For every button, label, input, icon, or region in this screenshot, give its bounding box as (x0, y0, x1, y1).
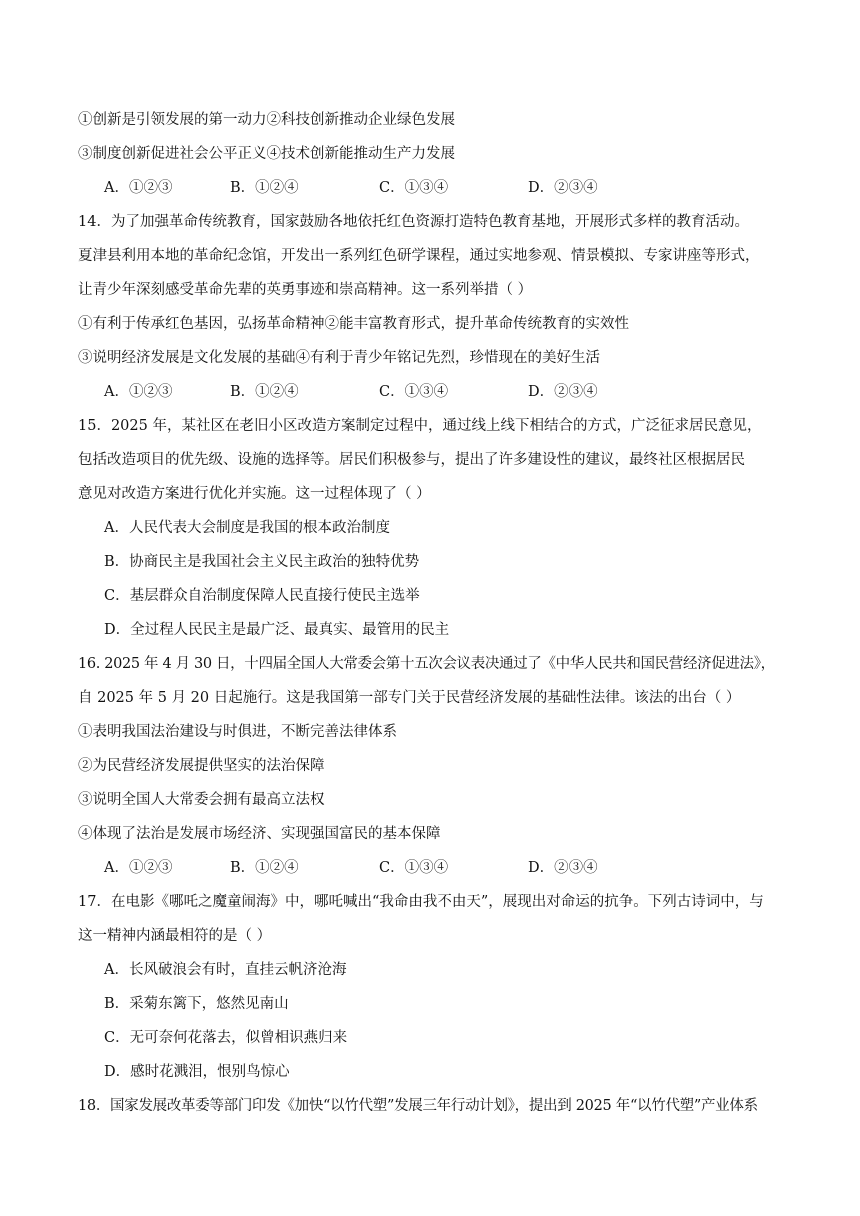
q14-statement-1: ①有利于传承红色基因，弘扬革命精神②能丰富教育形式，提升革命传统教育的实效性 (78, 316, 629, 332)
q15-option-c: C．基层群众自治制度保障人民直接行使民主选举 (104, 588, 420, 604)
q15-stem-line-1: 15．2025 年，某社区在老旧小区改造方案制定过程中，通过线上线下相结合的方式，广泛征求居民意见， (78, 418, 762, 434)
q15-option-a: A．人民代表大会制度是我国的根本政治制度 (104, 520, 390, 536)
q16-option-b: B．①②④ (230, 860, 299, 876)
q13-option-a: A．①②③ (104, 180, 173, 196)
q13-option-b: B．①②④ (230, 180, 299, 196)
q17-stem-line-2: 这一精神内涵最相符的是（ ） (78, 928, 272, 944)
q13-option-d: D．②③④ (528, 180, 598, 196)
q16-statement-4: ④体现了法治是发展市场经济、实现强国富民的基本保障 (78, 826, 441, 842)
q13-option-c: C．①③④ (379, 180, 449, 196)
q14-stem-line-2: 夏津县利用本地的革命纪念馆，开发出一系列红色研学课程，通过实地参观、情景模拟、专家讲座等形式， (78, 248, 760, 264)
q15-stem-line-3: 意见对改造方案进行优化并实施。这一过程体现了（ ） (78, 486, 431, 502)
q16-option-d: D．②③④ (528, 860, 598, 876)
q13-statement-2: ③制度创新促进社会公平正义④技术创新能推动生产力发展 (78, 146, 455, 162)
q16-option-a: A．①②③ (104, 860, 173, 876)
q14-stem-line-3: 让青少年深刻感受革命先辈的英勇事迹和崇高精神。这一系列举措（ ） (78, 282, 533, 298)
q17-option-d: D．感时花溅泪，恨别鸟惊心 (104, 1064, 290, 1080)
q14-option-a: A．①②③ (104, 384, 173, 400)
q16-stem-line-1: 16. 2025 年 4 月 30 日，十四届全国人大常委会第十五次会议表决通过了《中华人民共和国民营经济促进法》， (78, 656, 775, 672)
q15-stem-line-2: 包括改造项目的优先级、设施的选择等。居民们积极参与，提出了许多建设性的建议，最终社区根据居民 (78, 452, 745, 468)
q16-statement-2: ②为民营经济发展提供坚实的法治保障 (78, 758, 325, 774)
q16-option-c: C．①③④ (379, 860, 449, 876)
q16-statement-1: ①表明我国法治建设与时俱进，不断完善法律体系 (78, 724, 397, 740)
q16-statement-3: ③说明全国人大常委会拥有最高立法权 (78, 792, 325, 808)
q17-stem-line-1: 17．在电影《哪吒之魔童闹海》中，哪吒喊出“我命由我不由天”，展现出对命运的抗争。下列古诗词中，与 (78, 894, 764, 910)
q18-stem-line-1: 18．国家发展改革委等部门印发《加快“以竹代塑”发展三年行动计划》，提出到 2025 年“以竹代塑”产业体系 (78, 1098, 758, 1114)
q17-option-a: A．长风破浪会有时，直挂云帆济沧海 (104, 962, 347, 978)
q13-statement-1: ①创新是引领发展的第一动力②科技创新推动企业绿色发展 (78, 112, 455, 128)
q15-option-b: B．协商民主是我国社会主义民主政治的独特优势 (104, 554, 420, 570)
q17-option-c: C．无可奈何花落去，似曾相识燕归来 (104, 1030, 348, 1046)
q14-option-b: B．①②④ (230, 384, 299, 400)
q14-option-c: C．①③④ (379, 384, 449, 400)
q14-stem-line-1: 14．为了加强革命传统教育，国家鼓励各地依托红色资源打造特色教育基地，开展形式多样的教育活动。 (78, 214, 749, 230)
q15-option-d: D．全过程人民民主是最广泛、最真实、最管用的民主 (104, 622, 450, 638)
q17-option-b: B．采菊东篱下，悠然见南山 (104, 996, 289, 1012)
q14-option-d: D．②③④ (528, 384, 598, 400)
q16-stem-line-2: 自 2025 年 5 月 20 日起施行。这是我国第一部专门关于民营经济发展的基础性法律。该法的出台（ ） (78, 690, 741, 706)
q14-statement-2: ③说明经济发展是文化发展的基础④有利于青少年铭记先烈，珍惜现在的美好生活 (78, 350, 600, 366)
